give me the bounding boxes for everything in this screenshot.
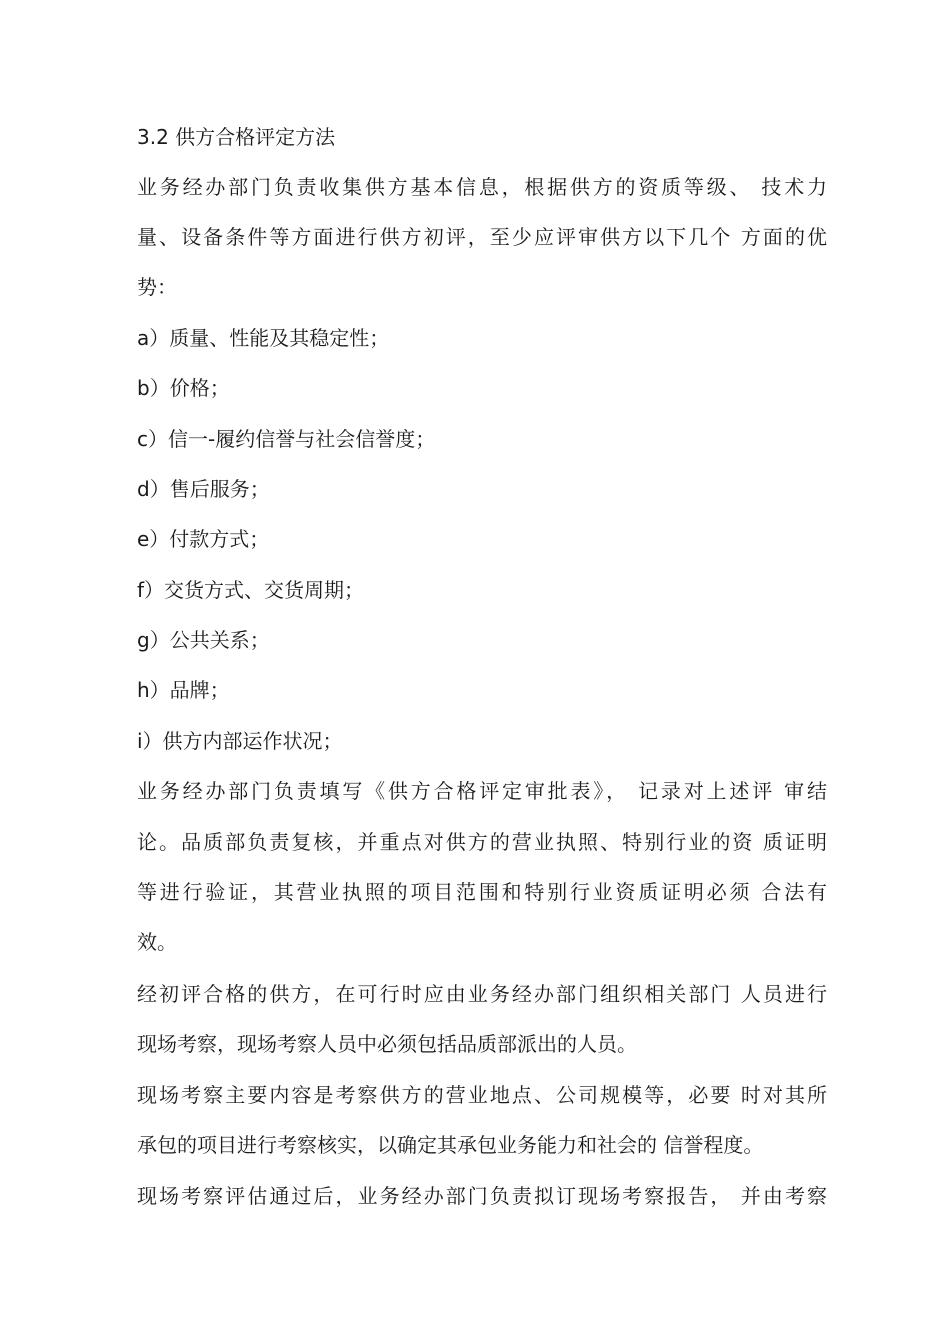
paragraph-line: 效。 xyxy=(137,930,177,954)
list-item: a）质量、性能及其稳定性； xyxy=(137,326,390,350)
paragraph-line: 现场考察评估通过后，业务经办部门负责拟订现场考察报告， 并由考察 xyxy=(137,1184,827,1208)
list-item: i）供方内部运作状况； xyxy=(137,729,343,753)
section-heading: 3.2 供方合格评定方法 xyxy=(137,125,336,149)
paragraph-line: 论。品质部负责复核，并重点对供方的营业执照、特别行业的资 质证明 xyxy=(137,830,827,854)
list-item: e）付款方式； xyxy=(137,527,270,551)
list-item: g）公共关系； xyxy=(137,628,270,652)
list-item: h）品牌； xyxy=(137,678,230,702)
paragraph-line: 承包的项目进行考察核实，以确定其承包业务能力和社会的 信誉程度。 xyxy=(137,1133,764,1157)
paragraph-line: 等进行验证，其营业执照的项目范围和特别行业资质证明必须 合法有 xyxy=(137,880,827,904)
list-item: b）价格； xyxy=(137,376,230,400)
paragraph-line: 量、设备条件等方面进行供方初评，至少应评审供方以下几个 方面的优 xyxy=(137,225,827,249)
list-item: c）信一-履约信誉与社会信誉度； xyxy=(137,427,436,451)
list-item: d）售后服务； xyxy=(137,477,270,501)
list-item: f）交货方式、交货周期； xyxy=(137,578,365,602)
paragraph-line: 业务经办部门负责收集供方基本信息，根据供方的资质等级、 技术力 xyxy=(137,175,827,199)
paragraph-line: 现场考察主要内容是考察供方的营业地点、公司规模等，必要 时对其所 xyxy=(137,1083,827,1107)
paragraph-line: 现场考察，现场考察人员中必须包括品质部派出的人员。 xyxy=(137,1032,637,1056)
paragraph-line: 势： xyxy=(137,275,177,299)
paragraph-line: 业务经办部门负责填写《供方合格评定审批表》， 记录对上述评 审结 xyxy=(137,779,827,803)
paragraph-line: 经初评合格的供方，在可行时应由业务经办部门组织相关部门 人员进行 xyxy=(137,982,827,1006)
